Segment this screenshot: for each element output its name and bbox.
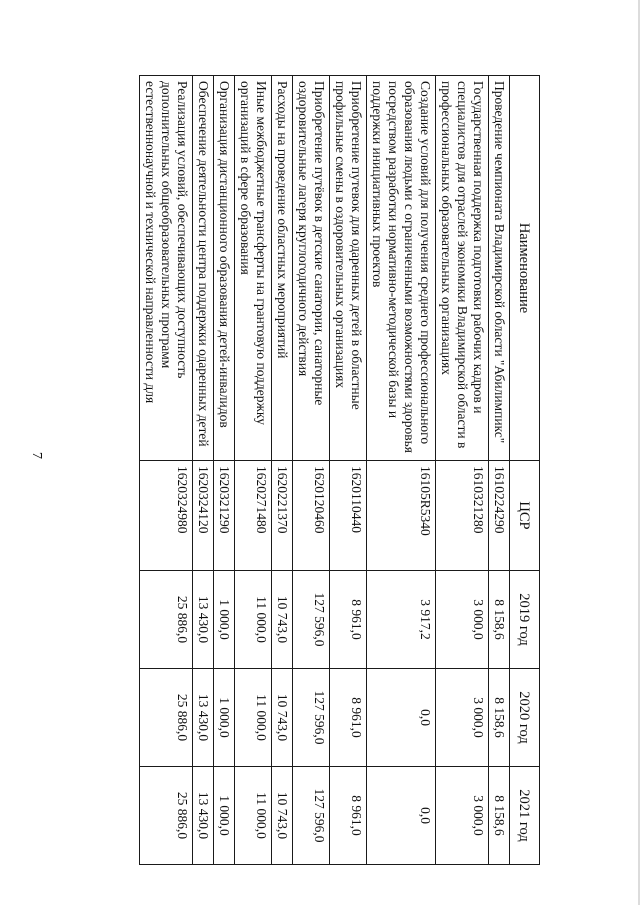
header-2019: 2019 год: [510, 571, 540, 669]
row-name: Обеспечение деятельности центра поддержки одаренных детей: [193, 76, 214, 461]
row-value-2019: 1 000,0: [214, 571, 235, 669]
table-header-row: [510, 76, 540, 865]
row-value-2020: 8 158,6: [489, 669, 510, 767]
row-value-2021: 11 000,0: [235, 767, 272, 865]
budget-table: [139, 75, 540, 865]
row-value-2019: 127 596,0: [293, 571, 330, 669]
row-code: 1620321290: [214, 461, 235, 571]
table-row: [272, 76, 293, 865]
row-code: 1620110440: [330, 461, 367, 571]
row-value-2021: 0,0: [367, 767, 436, 865]
table-row: [193, 76, 214, 865]
table-row: [214, 76, 235, 865]
row-name: Приобретение путёвок в детские санатории, санаторные оздоровительные лагеря круглогодичного действия: [293, 76, 330, 461]
row-value-2021: 8 961,0: [330, 767, 367, 865]
row-value-2019: 3 000,0: [436, 571, 489, 669]
table-row: [367, 76, 436, 865]
row-code: 1620324120: [193, 461, 214, 571]
row-name: Иные межбюджетные трансферты на грантовую поддержку организаций в сфере образования: [235, 76, 272, 461]
row-value-2021: 1 000,0: [214, 767, 235, 865]
row-code: 1620221370: [272, 461, 293, 571]
row-name: Приобретение путевок для одаренных детей в областные профильные смены в оздоровительных организациях: [330, 76, 367, 461]
row-code: 1620120460: [293, 461, 330, 571]
table-row: [140, 76, 193, 865]
row-name: Реализация условий, обеспечивающих доступность дополнительных общеобразовательных программ естественнонаучной и технической направленности для: [140, 76, 193, 461]
row-value-2021: 3 000,0: [436, 767, 489, 865]
row-value-2020: 0,0: [367, 669, 436, 767]
row-code: 1620271480: [235, 461, 272, 571]
table-row: [330, 76, 367, 865]
row-value-2019: 25 886,0: [140, 571, 193, 669]
table-row: [235, 76, 272, 865]
header-2021: 2021 год: [510, 767, 540, 865]
row-value-2020: 1 000,0: [214, 669, 235, 767]
row-name: Государственная поддержка подготовки рабочих кадров и специалистов для отраслей экономики Владимирской области в профессиональных образовательных организациях: [436, 76, 489, 461]
row-value-2019: 11 000,0: [235, 571, 272, 669]
page-number: 7: [29, 452, 44, 459]
row-value-2019: 8 158,6: [489, 571, 510, 669]
row-value-2020: 8 961,0: [330, 669, 367, 767]
table-row: [293, 76, 330, 865]
row-value-2021: 127 596,0: [293, 767, 330, 865]
header-name: Наименование: [510, 76, 540, 461]
row-value-2021: 13 430,0: [193, 767, 214, 865]
row-name: Расходы на проведение областных мероприятий: [272, 76, 293, 461]
row-value-2021: 10 743,0: [272, 767, 293, 865]
row-code: 1620324980: [140, 461, 193, 571]
row-code: 1610321280: [436, 461, 489, 571]
row-value-2019: 13 430,0: [193, 571, 214, 669]
header-code: ЦСР: [510, 461, 540, 571]
table-row: [489, 76, 510, 865]
row-value-2020: 25 886,0: [140, 669, 193, 767]
row-name: Создание условий для получения среднего профессионального образования людьми с ограниченными возможностями здоровья посредством разработки нормативно-методической базы и поддержки инициативных проектов: [367, 76, 436, 461]
row-value-2020: 3 000,0: [436, 669, 489, 767]
row-value-2021: 8 158,6: [489, 767, 510, 865]
row-value-2020: 127 596,0: [293, 669, 330, 767]
row-name: Организация дистанционного образования детей-инвалидов: [214, 76, 235, 461]
row-code: 16105R5340: [367, 461, 436, 571]
row-value-2019: 8 961,0: [330, 571, 367, 669]
row-value-2019: 10 743,0: [272, 571, 293, 669]
row-value-2020: 11 000,0: [235, 669, 272, 767]
row-value-2019: 3 917,2: [367, 571, 436, 669]
budget-table-rotated: [120, 75, 540, 865]
table-row: [436, 76, 489, 865]
row-code: 1610224290: [489, 461, 510, 571]
row-name: Проведение чемпионата Владимирской области "Абилимпикс": [489, 76, 510, 461]
row-value-2020: 13 430,0: [193, 669, 214, 767]
row-value-2021: 25 886,0: [140, 767, 193, 865]
header-2020: 2020 год: [510, 669, 540, 767]
row-value-2020: 10 743,0: [272, 669, 293, 767]
